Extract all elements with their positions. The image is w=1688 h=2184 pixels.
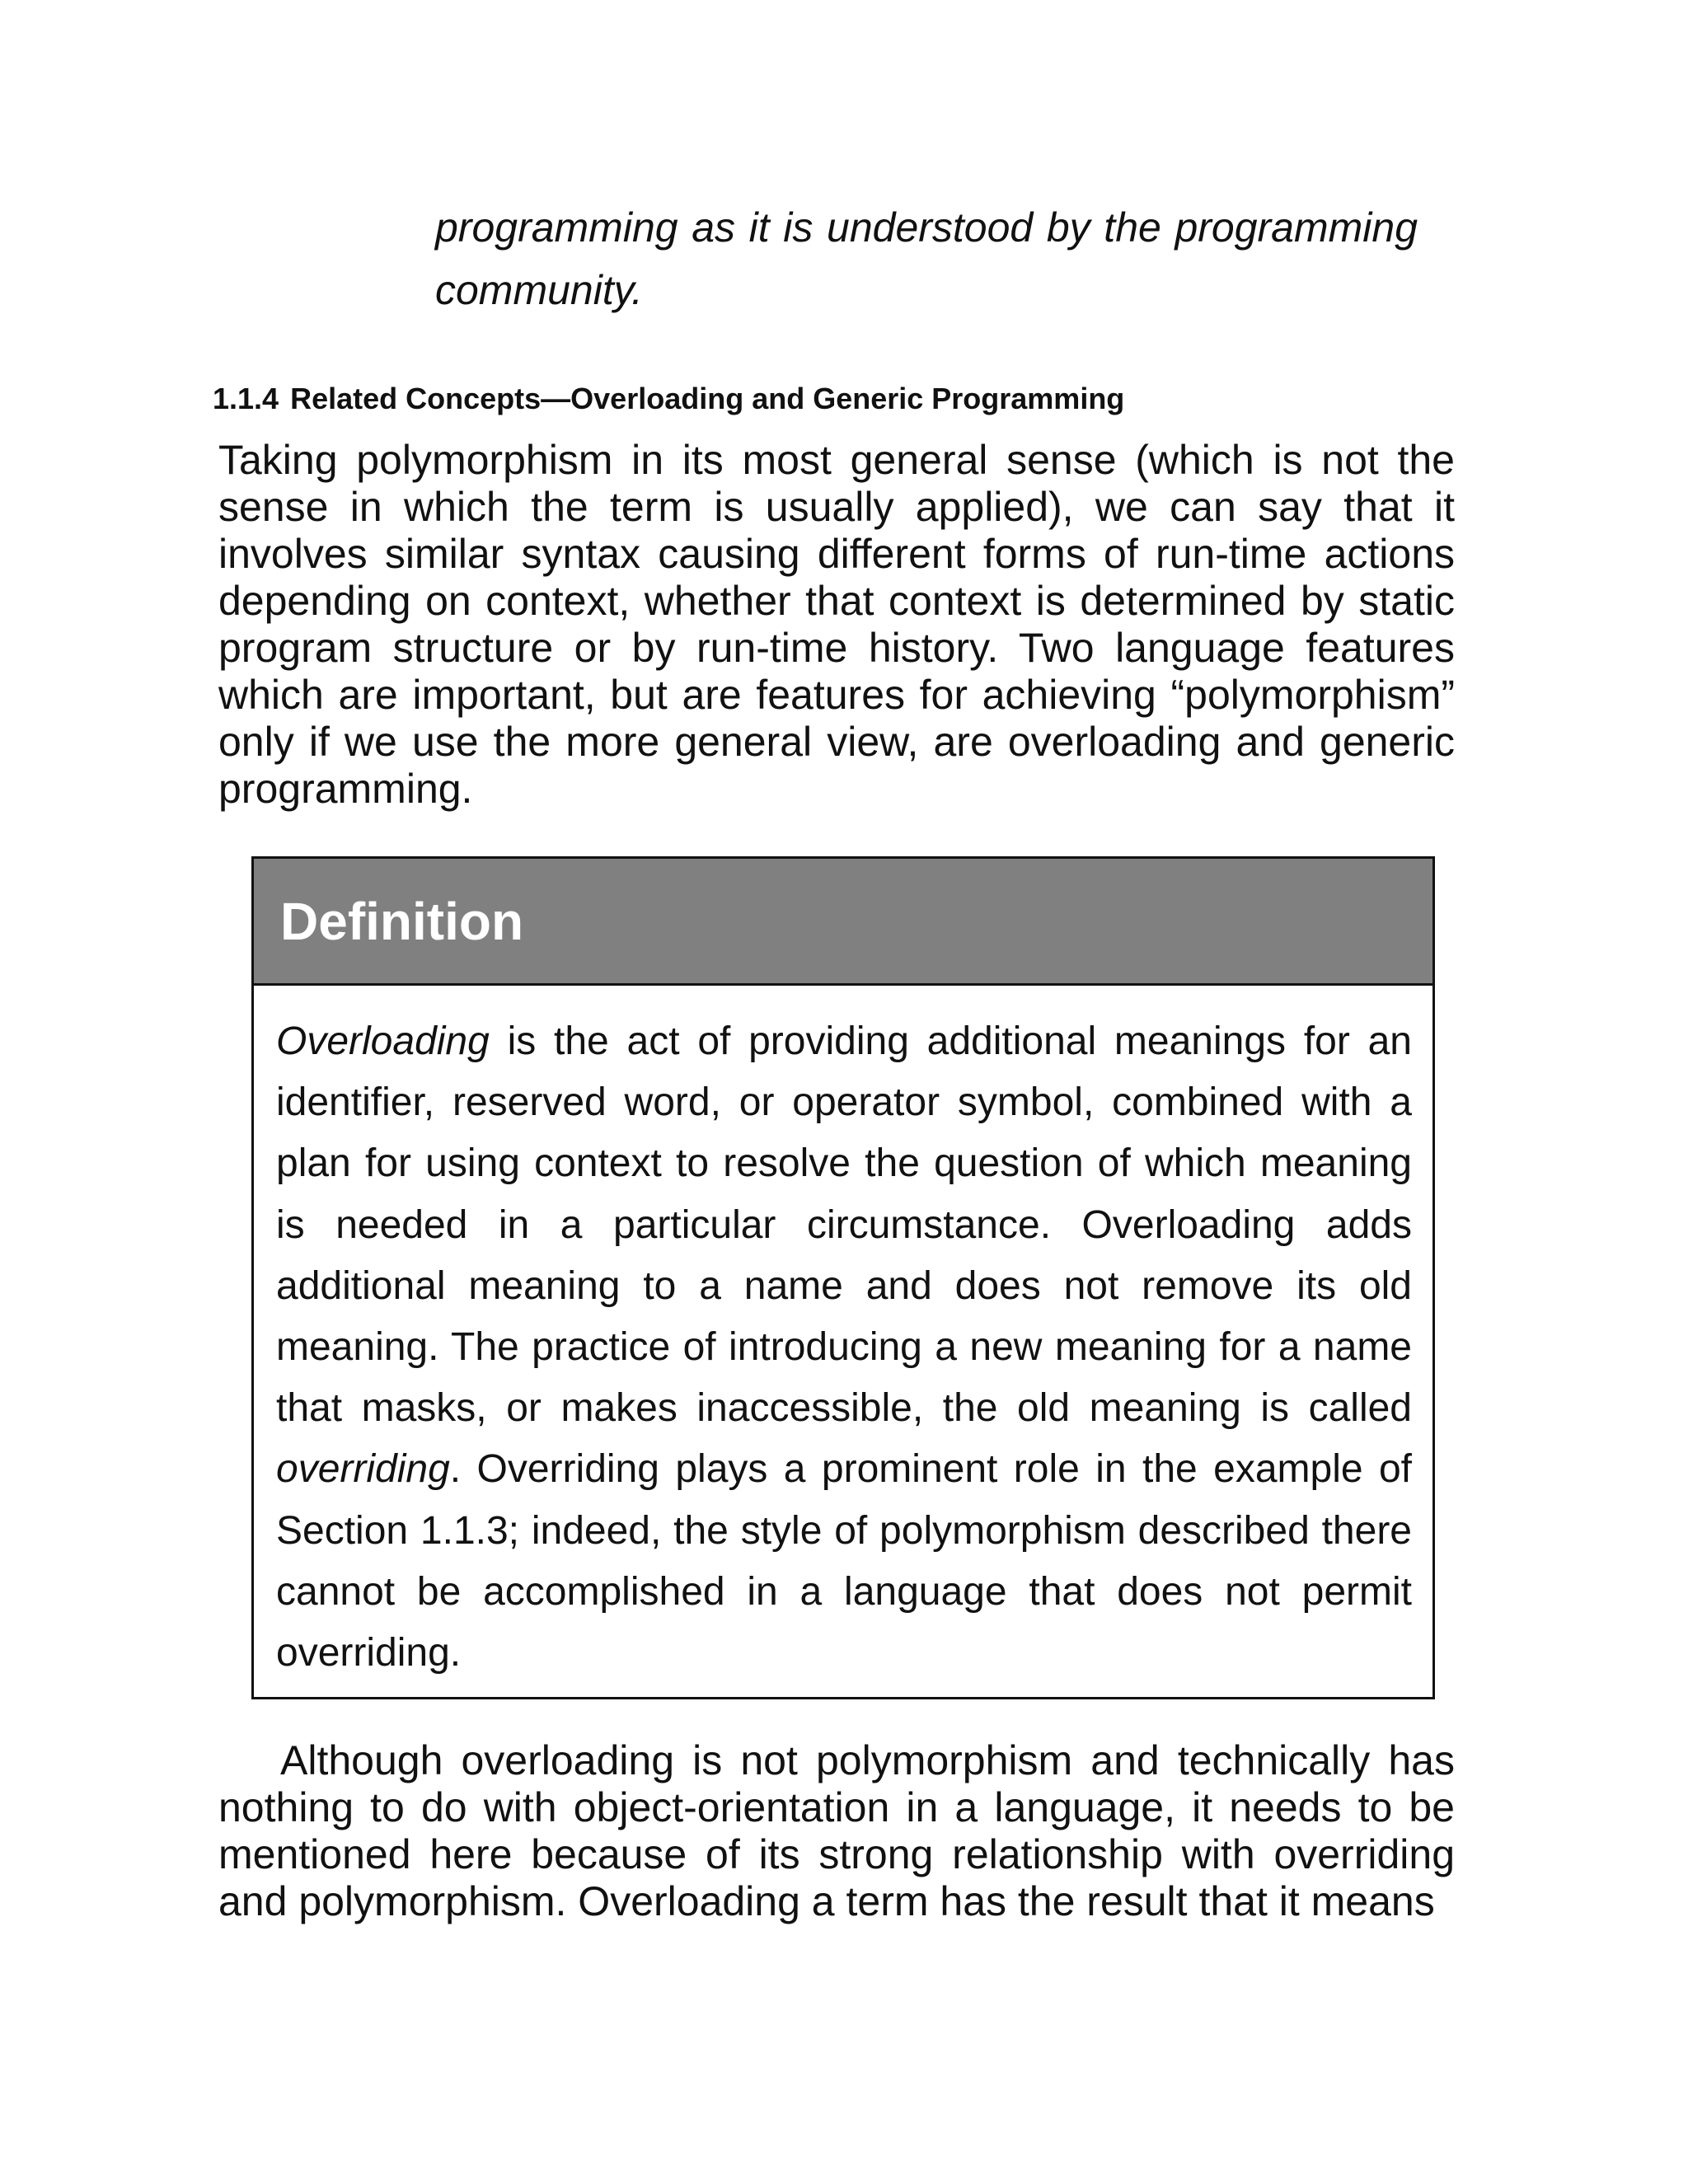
definition-box: [251, 856, 1435, 1699]
definition-header: [254, 859, 1432, 986]
definition-term: Overloading: [276, 1019, 490, 1063]
definition-term-overriding: overriding: [276, 1447, 450, 1492]
quote-continuation: programming as it is understood by the programming community.: [435, 204, 1418, 313]
section-heading: [213, 381, 1124, 417]
section-number: 1.1.4: [213, 382, 279, 415]
definition-title: Definition: [280, 892, 524, 951]
section-title: Related Concepts—Overloading and Generic Programming: [290, 382, 1125, 415]
definition-text-part-1: is the act of providing additional meanings for an identifier, reserved word, or operator symbol, combined with a plan for using context to resolve the question of which meaning is needed in a particular circumstance. Overloading adds additional meaning to a name and does not remove its old meaning. The practice of introducing a new meaning for a name that masks, or makes inaccessible, the old meaning is called: [276, 1019, 1412, 1431]
body-paragraph-1: Taking polymorphism in its most general sense (which is not the sense in which the term is usually applied), we can say that it involves similar syntax causing different forms of run-time actions depending on context, whether that context is determined by static program structure or by run-time history. Two language features which are important, but are features for achieving “polymorphism” only if we use the more general view, are overloading and generic programming.: [218, 437, 1455, 812]
body-paragraph-2: Although overloading is not polymorphism and technically has nothing to do with object-orientation in a language, it needs to be mentioned here because of its strong relationship with overriding and polymorphism. Overloading a term has the result that it means: [218, 1737, 1455, 1924]
definition-text-part-2: . Overriding plays a prominent role in the example of Section 1.1.3; indeed, the style of polymorphism described there cannot be accomplished in a language that does not permit overriding.: [276, 1447, 1412, 1675]
definition-body: [276, 1011, 1412, 1684]
